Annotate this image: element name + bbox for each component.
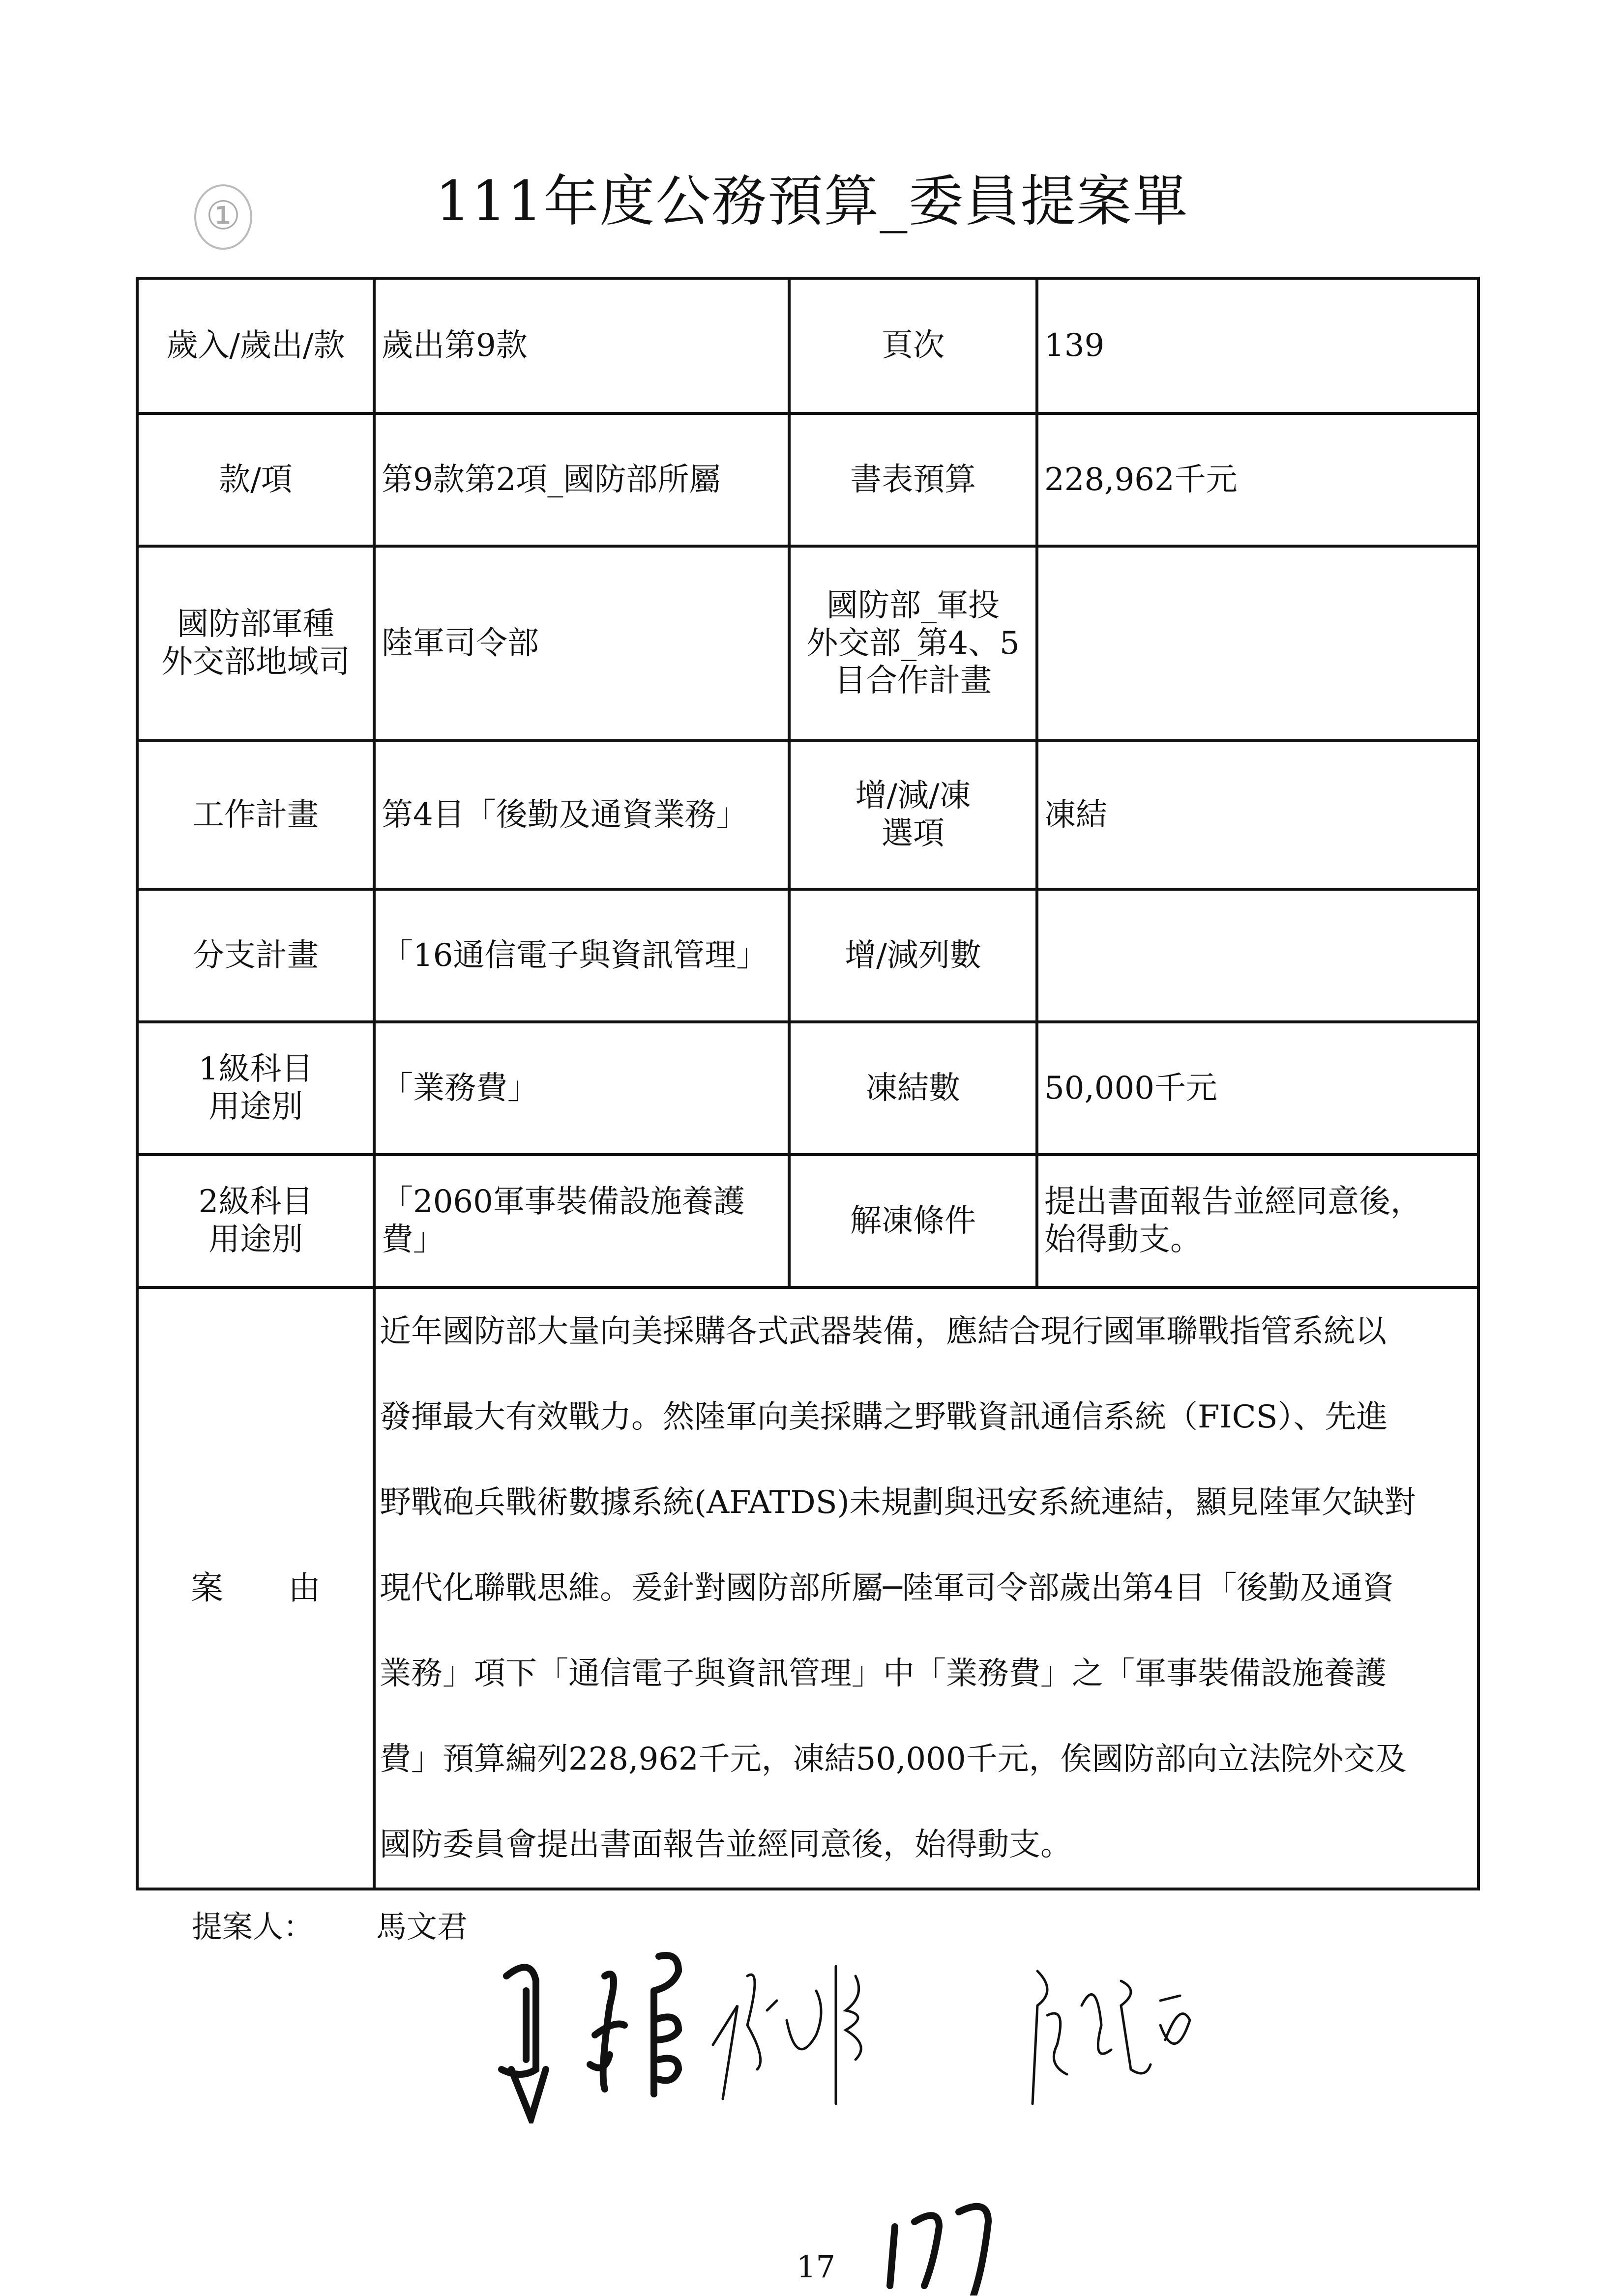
reason-line: 發揮最大有效戰力。然陸軍向美採購之野戰資訊通信系統（FICS）、先進 [380,1399,1388,1435]
field-label: 歲入/歲出/款 [137,278,374,413]
field-value: 凍結 [1037,741,1478,889]
field-label: 2級科目 用途別 [137,1155,374,1287]
reason-line: 近年國防部大量向美採購各式武器裝備，應結合現行國軍聯戰指管系統以 [380,1313,1387,1350]
field-label: 凍結數 [789,1022,1037,1155]
field-value: 228,962千元 [1037,413,1478,546]
form-row [137,413,1478,546]
page-number: 17 [797,2249,835,2285]
form-row [137,1022,1478,1155]
signature-2 [713,1966,861,2104]
field-value: 139 [1037,278,1478,413]
field-value: 第9款第2項_國防部所屬 [374,413,789,546]
field-value: 50,000千元 [1037,1022,1478,1155]
form-row [137,889,1478,1022]
field-label: 1級科目 用途別 [137,1022,374,1155]
proposer-name: 馬文君 [376,1909,468,1945]
reason-label: 案 由 [137,1287,374,1889]
field-value: 「2060軍事裝備設施養護 費」 [374,1155,789,1287]
field-value [1037,889,1478,1022]
field-value: 提出書面報告並經同意後， 始得動支。 [1037,1155,1478,1287]
page-title: 111年度公務預算_委員提案單 [435,170,1189,233]
field-label: 解凍條件 [789,1155,1037,1287]
proposer-label: 提案人： [192,1909,314,1945]
reason-line: 現代化聯戰思維。爰針對國防部所屬─陸軍司令部歲出第4目「後勤及通資 [380,1570,1394,1606]
form-row [137,1155,1478,1287]
field-label: 分支計畫 [137,889,374,1022]
field-label: 工作計畫 [137,741,374,889]
form-row [137,546,1478,741]
handwritten-page-number [885,2197,1033,2296]
field-label: 款/項 [137,413,374,546]
signature-3 [1033,1971,1190,2104]
field-value: 第4目「後勤及通資業務」 [374,741,789,889]
form-row [137,278,1478,413]
field-label: 增/減/凍 選項 [789,741,1037,889]
reason-row [137,1287,1478,1889]
reason-text [374,1287,1478,1889]
field-value: 「16通信電子與資訊管理」 [374,889,789,1022]
field-label: 國防部軍種 外交部地域司 [137,546,374,741]
circled-number-mark: ① [194,184,252,250]
reason-line: 國防委員會提出書面報告並經同意後，始得動支。 [380,1827,1072,1863]
handwritten-signatures [492,1947,1524,2123]
form-row [137,741,1478,889]
field-value: 「業務費」 [374,1022,789,1155]
field-label: 增/減列數 [789,889,1037,1022]
field-label: 國防部_軍投 外交部_第4、5 目合作計畫 [789,546,1037,741]
proposal-form-table [136,277,1480,1890]
field-value [1037,546,1478,741]
reason-line: 費」預算編列228,962千元，凍結50,000千元，俟國防部向立法院外交及 [380,1741,1407,1777]
reason-line: 野戰砲兵戰術數據系統(AFATDS)未規劃與迅安系統連結，顯見陸軍欠缺對 [380,1484,1416,1521]
field-label: 頁次 [789,278,1037,413]
field-label: 書表預算 [789,413,1037,546]
reason-line: 業務」項下「通信電子與資訊管理」中「業務費」之「軍事裝備設施養護 [380,1656,1387,1692]
field-value: 歲出第9款 [374,278,789,413]
field-value: 陸軍司令部 [374,546,789,741]
signature-1 [502,1955,679,2119]
